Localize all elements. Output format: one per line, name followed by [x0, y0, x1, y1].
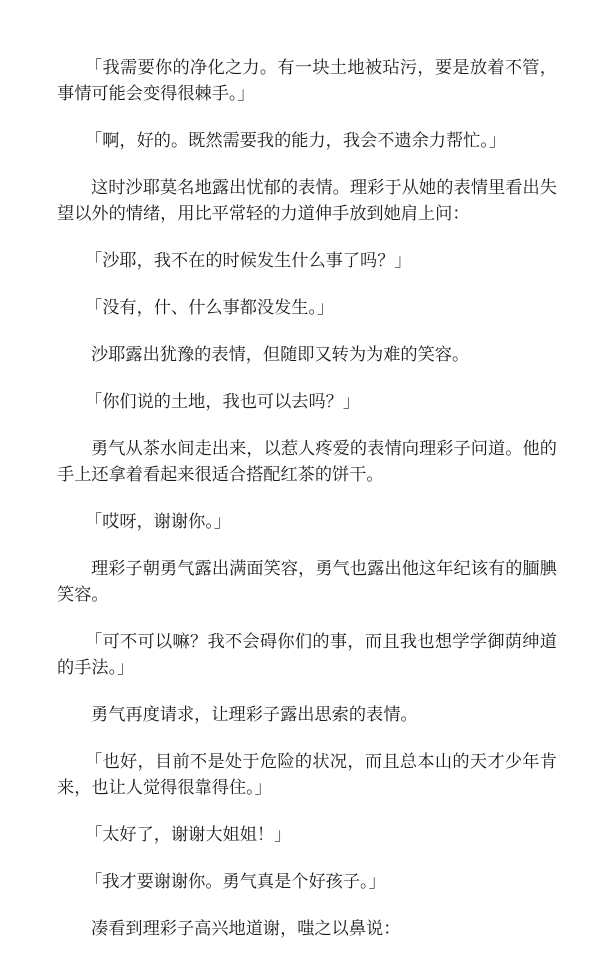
paragraph-15: 「我才要谢谢你。勇气真是个好孩子。」 [85, 872, 386, 892]
paragraph-11: 「可不可以嘛？我不会碍你们的事，而且我也想学学御荫绅道的手法。」 [57, 632, 557, 678]
paragraph-3: 这时沙耶莫名地露出忧郁的表情。理彩于从她的表情里看出失望以外的情绪，用比平常轻的力道伸手放到她肩上问： [57, 178, 557, 224]
paragraph-10: 理彩子朝勇气露出满面笑容，勇气也露出他这年纪该有的腼腆笑容。 [57, 559, 557, 605]
paragraph-4: 「沙耶，我不在的时候发生什么事了吗？」 [85, 251, 412, 271]
paragraph-2: 「啊，好的。既然需要我的能力，我会不遗余力帮忙。」 [85, 131, 507, 151]
paragraph-12: 勇气再度请求，让理彩子露出思索的表情。 [91, 705, 418, 725]
paragraph-6: 沙耶露出犹豫的表情，但随即又转为为难的笑容。 [91, 345, 470, 365]
body-text [57, 55, 557, 963]
paragraph-13: 「也好，目前不是处于危险的状况，而且总本山的天才少年肯来，也让人觉得很靠得住。」 [57, 752, 557, 798]
paragraph-14: 「太好了，谢谢大姐姐！」 [85, 825, 292, 845]
paragraph-7: 「你们说的土地，我也可以去吗？」 [85, 392, 361, 412]
paragraph-5: 「没有，什、什么事都没发生。」 [85, 298, 335, 318]
paragraph-8: 勇气从茶水间走出来，以惹人疼爱的表情向理彩子问道。他的手上还拿着看起来很适合搭配红茶的饼干。 [57, 439, 557, 485]
paragraph-1: 「我需要你的净化之力。有一块土地被玷污，要是放着不管，事情可能会变得很棘手。」 [57, 58, 557, 104]
paragraph-9: 「哎呀，谢谢你。」 [85, 512, 232, 532]
paragraph-16: 凑看到理彩子高兴地道谢，嗤之以鼻说： [91, 919, 401, 939]
